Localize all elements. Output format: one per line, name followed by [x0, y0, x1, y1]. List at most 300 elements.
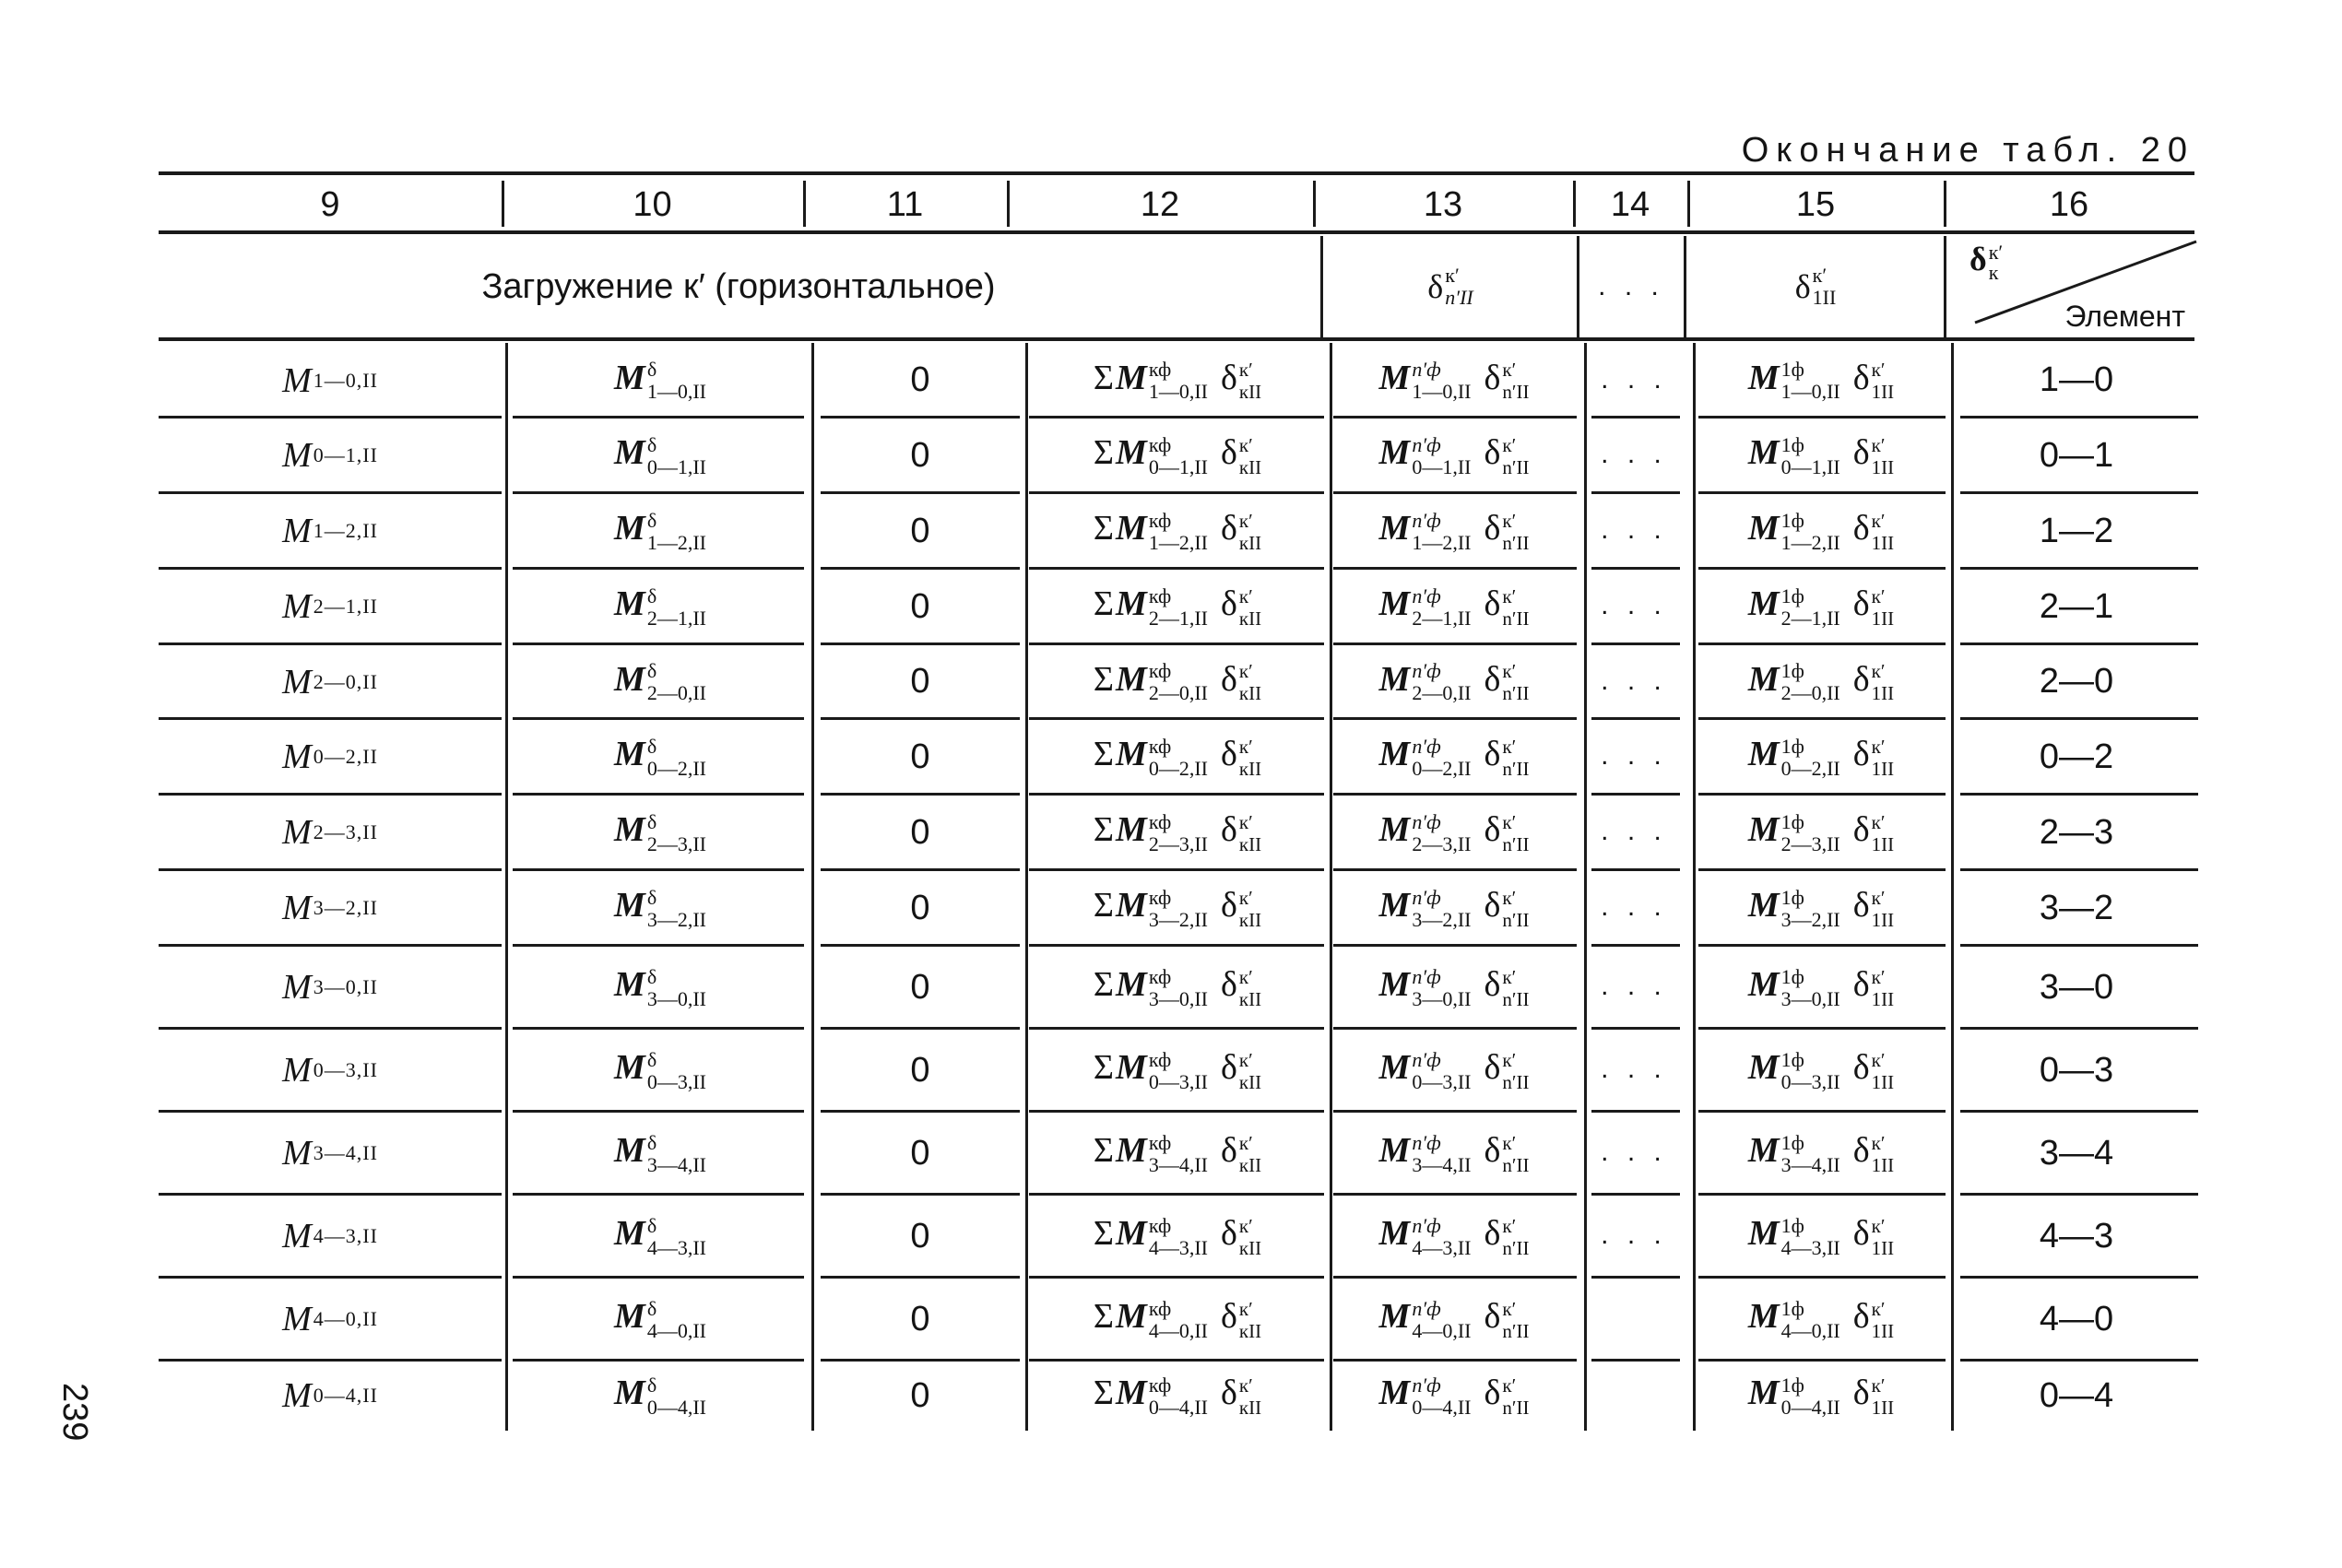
superscript: к′: [1502, 1131, 1517, 1154]
superscript: к′: [1502, 433, 1517, 456]
subscript: кII: [1238, 607, 1262, 630]
formula: [1748, 1047, 1894, 1092]
superscript: к′: [1238, 886, 1253, 909]
moment-symbol: M: [282, 1217, 312, 1256]
script-stack: [1239, 887, 1261, 931]
superscript: к′: [1238, 1048, 1253, 1071]
moment-symbol: M: [1747, 659, 1780, 699]
superscript: кф: [1148, 885, 1172, 909]
formula: [1748, 659, 1894, 704]
header-col16-corner: [1947, 230, 2198, 337]
subscript: 1II: [1812, 286, 1837, 309]
moment-label: [159, 344, 502, 418]
moment-label: [159, 796, 502, 869]
moment-symbol: M: [614, 1048, 645, 1088]
formula: [1748, 584, 1894, 629]
script-stack: [1502, 736, 1529, 780]
formula: [1379, 508, 1530, 553]
delta-factor: [1852, 584, 1895, 630]
row-rule: [513, 944, 804, 947]
moment-symbol: M: [1378, 1048, 1411, 1088]
script-stack: [1781, 966, 1840, 1010]
script-stack: [1412, 1215, 1471, 1259]
moment-label: [159, 1199, 502, 1273]
moment-symbol: M: [1116, 509, 1147, 548]
moment-index: 1—2,II: [313, 519, 378, 542]
superscript: к′: [1238, 509, 1253, 532]
element-label: 0—2: [2039, 737, 2114, 776]
subscript: 0—2,II: [1412, 756, 1472, 780]
subscript: 1II: [1871, 987, 1895, 1010]
column-number: 15: [1795, 185, 1836, 224]
moment-symbol: M: [282, 1376, 312, 1415]
script-stack: [1502, 1215, 1529, 1259]
superscript: к′: [1502, 965, 1517, 988]
subscript: 2—1,II: [1780, 606, 1840, 630]
superscript: кф: [1148, 358, 1172, 382]
subscript: 0—1,II: [1412, 454, 1472, 478]
formula: [614, 1373, 706, 1418]
superscript: к′: [1502, 1373, 1517, 1397]
formula: [1748, 1213, 1894, 1258]
superscript: 1ф: [1780, 1047, 1804, 1071]
superscript: n′ф: [1412, 734, 1441, 758]
delta-symbol: δ: [1220, 810, 1237, 850]
delta-factor: [1220, 1048, 1262, 1093]
moment-1: [1693, 494, 1949, 568]
ellipsis: . . .: [1601, 891, 1667, 922]
delta-factor: [1484, 1048, 1530, 1093]
subscript: кII: [1238, 1236, 1262, 1259]
superscript: к′: [1988, 240, 2004, 264]
ellipsis: . . .: [1601, 590, 1667, 620]
delta-factor: [1852, 1373, 1895, 1419]
moment-n: [1330, 1282, 1579, 1356]
moment-symbol: M: [1747, 584, 1780, 624]
zero-value: 0: [910, 812, 930, 852]
moment-index: 4—0,II: [313, 1307, 378, 1330]
element-label: 2—3: [2039, 812, 2114, 852]
delta-factor: [1852, 1297, 1895, 1342]
delta-symbol: δ: [1220, 509, 1237, 548]
sum-moment: [1027, 645, 1328, 719]
moment-n: [1330, 344, 1579, 418]
moment-index: 2—0,II: [313, 669, 378, 693]
subscript: 3—0,II: [1780, 986, 1840, 1010]
script-stack: [1872, 887, 1895, 931]
row-rule: [1591, 944, 1680, 947]
row-rule: [1591, 1276, 1680, 1279]
subscript: 0—1,II: [1780, 454, 1840, 478]
row-rule: [1591, 1193, 1680, 1196]
script-stack: [1412, 1374, 1471, 1419]
subscript: 0—4,II: [1412, 1395, 1472, 1419]
delta-factor: [1852, 810, 1895, 855]
delta-symbol: δ: [1220, 433, 1237, 473]
subscript: 2—0,II: [646, 681, 706, 705]
subscript: 0—4,II: [646, 1395, 706, 1419]
row-rule: [159, 1110, 502, 1113]
formula: [1748, 1130, 1894, 1175]
superscript: 1ф: [1780, 809, 1804, 833]
script-stack: [1781, 585, 1840, 630]
moment-symbol: M: [282, 813, 312, 852]
sum-moment: [1027, 570, 1328, 643]
row-rule: [513, 1193, 804, 1196]
moment-1: [1693, 1282, 1949, 1356]
script-stack: [1149, 1049, 1208, 1093]
script-stack: [1239, 359, 1261, 403]
script-stack: [1781, 736, 1840, 780]
column-number: 9: [320, 185, 340, 224]
formula: [1748, 432, 1894, 477]
moment-index: 3—4,II: [313, 1141, 378, 1164]
formula: [1748, 358, 1894, 403]
row-rule: [821, 944, 1020, 947]
script-stack: [1149, 811, 1208, 855]
superscript: n′ф: [1412, 885, 1441, 909]
superscript: к′: [1871, 1214, 1886, 1237]
moment-symbol: M: [1747, 965, 1780, 1005]
subscript: 1II: [1871, 1070, 1895, 1093]
moment-symbol: M: [1747, 1297, 1780, 1337]
script-stack: [1872, 1049, 1895, 1093]
rule: [159, 171, 2194, 175]
script-stack: [1872, 966, 1895, 1010]
moment-symbol: M: [282, 436, 312, 475]
superscript: 1ф: [1780, 1130, 1804, 1154]
delta-factor: [1220, 659, 1262, 705]
delta-symbol: δ: [1427, 268, 1444, 305]
superscript: 1ф: [1780, 1373, 1804, 1397]
row-rule: [1960, 944, 2198, 947]
column-divider: [1951, 343, 1954, 1431]
row-rule: [1333, 1276, 1577, 1279]
subscript: 0—3,II: [1780, 1069, 1840, 1093]
script-stack: [1149, 510, 1208, 554]
moment-delta: [505, 419, 815, 492]
sum-moment: [1027, 796, 1328, 869]
delta-factor: [1484, 509, 1530, 554]
subscript: 3—4,II: [1148, 1152, 1208, 1176]
moment-n: [1330, 1116, 1579, 1190]
superscript: к′: [1502, 584, 1517, 607]
row-rule: [1698, 944, 1946, 947]
script-stack: [647, 1215, 706, 1259]
sum-moment: [1027, 1199, 1328, 1273]
subscript: n′II: [1502, 1319, 1530, 1342]
superscript: n′ф: [1412, 1213, 1441, 1237]
subscript: n′II: [1502, 1153, 1530, 1176]
subscript: 2—0,II: [1148, 681, 1208, 705]
superscript: к′: [1871, 433, 1886, 456]
delta-factor: [1484, 433, 1530, 478]
moment-n: [1330, 871, 1579, 945]
zero-value: 0: [910, 888, 930, 927]
sigma-symbol: Σ: [1093, 810, 1115, 850]
page-number: 239: [55, 1383, 94, 1442]
moment-symbol: M: [1747, 433, 1780, 473]
row-rule: [1333, 1027, 1577, 1030]
superscript: к′: [1812, 264, 1827, 287]
superscript: n′ф: [1412, 508, 1441, 532]
script-stack: [1502, 811, 1529, 855]
sum-moment: [1027, 1359, 1328, 1432]
formula: [614, 659, 706, 704]
element-label: 0—3: [2039, 1050, 2114, 1090]
moment-1: [1693, 419, 1949, 492]
superscript: к′: [1502, 359, 1517, 382]
delta-symbol: δ: [1484, 965, 1501, 1005]
row-rule: [1029, 1027, 1324, 1030]
script-stack: [1412, 585, 1471, 630]
formula: [1748, 508, 1894, 553]
delta-symbol: δ: [1484, 1373, 1501, 1413]
formula: [614, 584, 706, 629]
superscript: кф: [1148, 1047, 1172, 1071]
superscript: δ: [646, 358, 657, 382]
zero-value: 0: [910, 1216, 930, 1256]
delta-factor: [1852, 1048, 1895, 1093]
moment-label: [159, 1116, 502, 1190]
element-label: 0—4: [2039, 1375, 2114, 1415]
script-stack: [1872, 736, 1895, 780]
delta-symbol: δ: [1484, 1131, 1501, 1171]
superscript: кф: [1148, 508, 1172, 532]
delta-symbol: δ: [1484, 810, 1501, 850]
subscript: кII: [1238, 757, 1262, 780]
script-stack: [1239, 966, 1261, 1010]
subscript: 3—0,II: [646, 986, 706, 1010]
script-stack: [1781, 1298, 1840, 1342]
delta-symbol: δ: [1220, 965, 1237, 1005]
ellipsis: . . .: [1601, 1137, 1667, 1167]
formula: [1094, 1213, 1261, 1258]
row-rule: [159, 1027, 502, 1030]
script-stack: [1412, 811, 1471, 855]
superscript: δ: [646, 659, 657, 683]
row-rule: [1698, 1193, 1946, 1196]
script-stack: [1412, 887, 1471, 931]
delta-symbol: δ: [1220, 735, 1237, 774]
moment-symbol: M: [1378, 433, 1411, 473]
superscript: 1ф: [1780, 734, 1804, 758]
script-stack: [1149, 966, 1208, 1010]
subscript: n′II: [1502, 757, 1530, 780]
moment-symbol: M: [1747, 1048, 1780, 1088]
element-label: 0—1: [2039, 435, 2114, 475]
moment-symbol: M: [282, 512, 312, 550]
delta-symbol: δ: [1852, 1048, 1870, 1088]
delta-symbol: δ: [1484, 1297, 1501, 1337]
script-stack: [647, 966, 706, 1010]
subscript: 0—1,II: [1148, 454, 1208, 478]
delta-symbol: δ: [1484, 886, 1501, 925]
delta-factor: [1852, 1131, 1895, 1176]
delta-factor: [1220, 509, 1262, 554]
script-stack: [1781, 660, 1840, 704]
formula: [614, 809, 706, 855]
subscript: 1II: [1871, 531, 1895, 554]
moment-n: [1330, 1359, 1579, 1432]
script-stack: [1872, 811, 1895, 855]
moment-label: [159, 570, 502, 643]
superscript: δ: [646, 809, 657, 833]
script-stack: [1872, 660, 1895, 704]
delta-factor: [1852, 433, 1895, 478]
delta-factor: [1220, 965, 1262, 1010]
moment-n: [1330, 645, 1579, 719]
ellipsis: . . .: [1601, 665, 1667, 696]
script-stack: [1149, 359, 1208, 403]
delta-factor: [1484, 810, 1530, 855]
delta-factor: [1220, 886, 1262, 931]
delta-symbol: δ: [1852, 433, 1870, 473]
formula: [1748, 809, 1894, 855]
sigma-symbol: Σ: [1093, 1131, 1115, 1171]
delta-factor: [1484, 1131, 1530, 1176]
sum-moment: [1027, 871, 1328, 945]
script-stack: [1412, 1298, 1471, 1342]
subscript: n′II: [1502, 987, 1530, 1010]
subscript: 0—4,II: [1148, 1395, 1208, 1419]
script-stack: [1502, 887, 1529, 931]
formula: [1379, 659, 1530, 704]
delta-factor: [1852, 659, 1895, 705]
superscript: к′: [1871, 1297, 1886, 1320]
subscript: 2—0,II: [1780, 681, 1840, 705]
moment-label: [159, 1282, 502, 1356]
superscript: к′: [1238, 433, 1253, 456]
moment-symbol: M: [1116, 735, 1147, 774]
moment-symbol: M: [282, 1300, 312, 1338]
superscript: к′: [1238, 1297, 1253, 1320]
row-rule: [1591, 643, 1680, 645]
script-stack: [1781, 434, 1840, 478]
moment-index: 0—3,II: [313, 1058, 378, 1081]
script-stack: [1239, 811, 1261, 855]
sigma-symbol: Σ: [1093, 1048, 1115, 1088]
formula: [614, 1213, 706, 1258]
superscript: n′ф: [1412, 1130, 1441, 1154]
superscript: к′: [1238, 660, 1253, 683]
rule: [159, 230, 2194, 234]
ellipsis: . . .: [1601, 971, 1667, 1001]
row-rule: [159, 1193, 502, 1196]
delta-symbol: δ: [1484, 1214, 1501, 1254]
moment-symbol: M: [614, 810, 645, 850]
formula: [1379, 1130, 1530, 1175]
sigma-symbol: Σ: [1093, 886, 1115, 925]
superscript: n′ф: [1412, 584, 1441, 607]
subscript: 3—0,II: [1148, 986, 1208, 1010]
moment-n: [1330, 1199, 1579, 1273]
moment-symbol: M: [282, 587, 312, 626]
delta-k-label: [1969, 240, 2003, 283]
subscript: n′II: [1502, 531, 1530, 554]
moment-symbol: M: [1378, 358, 1411, 397]
subscript: n′II: [1502, 1070, 1530, 1093]
sigma-symbol: Σ: [1093, 735, 1115, 774]
delta-symbol: δ: [1220, 1373, 1237, 1413]
element-label: 3—2: [2039, 888, 2114, 927]
row-rule: [1591, 717, 1680, 720]
delta-symbol: δ: [1484, 358, 1501, 397]
moment-1: [1693, 645, 1949, 719]
moment-index: 0—1,II: [313, 443, 378, 466]
moment-index: 1—0,II: [313, 368, 378, 392]
moment-symbol: M: [282, 968, 312, 1007]
moment-symbol: M: [1116, 1048, 1147, 1088]
subscript: 3—0,II: [1412, 986, 1472, 1010]
formula: [1094, 1373, 1261, 1418]
script-stack: [1872, 1215, 1895, 1259]
moment-symbol: M: [614, 1131, 645, 1171]
column-number: 12: [1140, 185, 1180, 224]
script-stack: [1781, 887, 1840, 931]
ellipsis: . . .: [1601, 740, 1667, 771]
subscript: n′II: [1502, 1396, 1530, 1419]
delta-factor: [1852, 358, 1895, 404]
sum-moment: [1027, 950, 1328, 1024]
moment-1: [1693, 796, 1949, 869]
superscript: к′: [1502, 1297, 1517, 1320]
moment-n: [1330, 796, 1579, 869]
superscript: к′: [1502, 886, 1517, 909]
moment-symbol: M: [614, 433, 645, 473]
formula: [614, 1296, 706, 1341]
column-number: 16: [2049, 185, 2089, 224]
delta-symbol: δ: [1484, 735, 1501, 774]
moment-delta: [505, 645, 815, 719]
script-stack: [1149, 1132, 1208, 1176]
row-rule: [1960, 1193, 2198, 1196]
row-rule: [1333, 1110, 1577, 1113]
moment-label: [159, 645, 502, 719]
moment-n: [1330, 494, 1579, 568]
header-col15: [1687, 242, 1944, 332]
formula: [1094, 432, 1261, 477]
sum-moment: [1027, 344, 1328, 418]
moment-symbol: M: [1116, 1373, 1147, 1413]
ellipsis: . . .: [1601, 816, 1667, 846]
superscript: n′ф: [1412, 358, 1441, 382]
moment-1: [1693, 1199, 1949, 1273]
subscript: 2—0,II: [1412, 681, 1472, 705]
delta-factor: [1484, 659, 1530, 705]
formula: [1094, 1047, 1261, 1092]
script-stack: [1502, 585, 1529, 630]
script-stack: [1239, 660, 1261, 704]
delta-symbol: δ: [1852, 1131, 1870, 1171]
subscript: кII: [1238, 908, 1262, 931]
formula: [1094, 809, 1261, 855]
moment-delta: [505, 344, 815, 418]
moment-symbol: M: [1378, 886, 1411, 925]
formula: [1379, 964, 1530, 1009]
row-rule: [1591, 793, 1680, 796]
delta-symbol: δ: [1484, 659, 1501, 699]
subscript: 1II: [1871, 832, 1895, 855]
superscript: 1ф: [1780, 432, 1804, 456]
moment-index: 4—3,II: [313, 1224, 378, 1247]
script-stack: [1149, 585, 1208, 630]
moment-symbol: M: [1116, 1214, 1147, 1254]
superscript: к′: [1871, 660, 1886, 683]
subscript: 0—3,II: [1148, 1069, 1208, 1093]
sigma-symbol: Σ: [1093, 1373, 1115, 1413]
subscript: 0—3,II: [1412, 1069, 1472, 1093]
